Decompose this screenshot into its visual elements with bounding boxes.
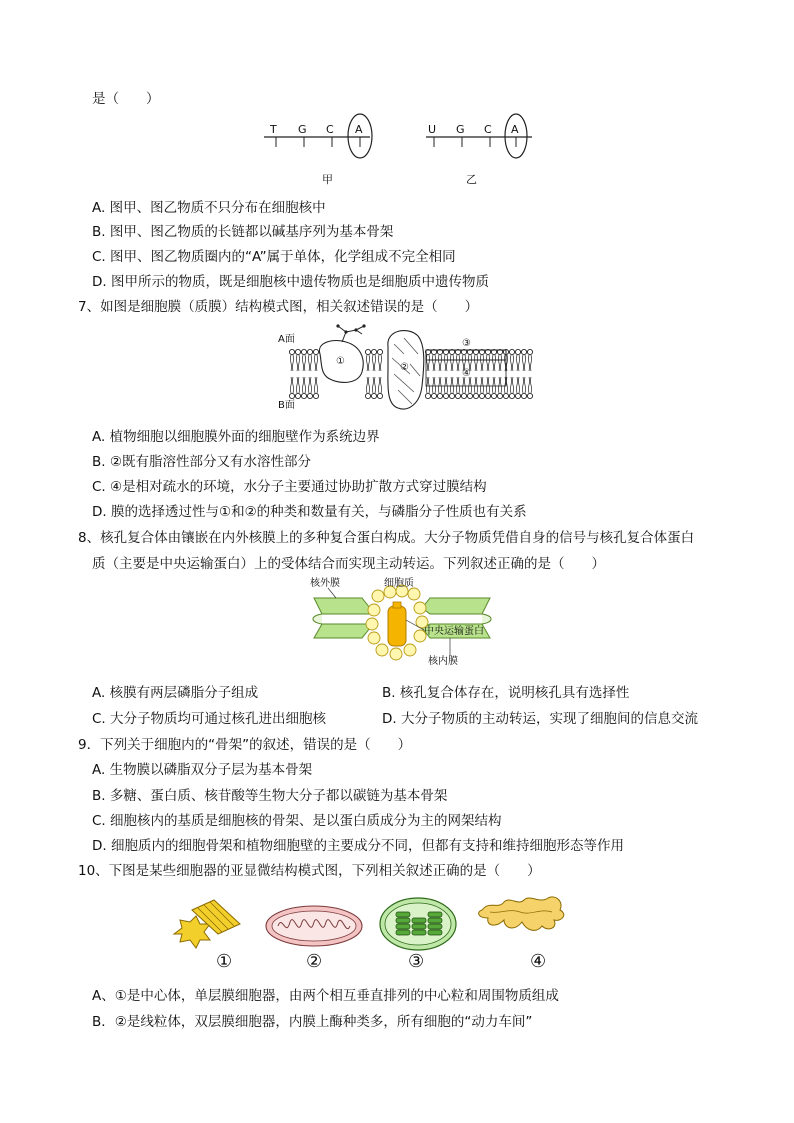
q6-figure-yi xyxy=(422,112,542,192)
sugar-chain xyxy=(338,326,364,342)
marker-2: ② xyxy=(400,362,409,373)
yi-label: 乙 xyxy=(466,173,477,186)
er-shape xyxy=(479,897,564,930)
jia-base-4: A xyxy=(355,123,363,136)
q6-stem-tail: 是（ ） xyxy=(92,91,160,107)
q9-option-a: A. 生物膜以磷脂双分子层为基本骨架 xyxy=(92,762,313,778)
q8-stem-line1: 8、核孔复合体由镶嵌在内外核膜上的多种复合蛋白构成。大分子物质凭借自身的信号与核孔复合体蛋白 xyxy=(78,530,695,546)
jia-base-2: G xyxy=(298,123,307,136)
central-transporter-label: 中央运输蛋白 xyxy=(424,626,484,637)
q10-option-b: B．②是线粒体，双层膜细胞器，内膜上酶种类多，所有细胞的“动力车间” xyxy=(92,1014,533,1030)
q10-organelles-figure xyxy=(170,892,570,982)
organelles-svg xyxy=(170,892,570,956)
q6-yi-svg xyxy=(422,112,542,192)
q8-option-b: B. 核孔复合体存在，说明核孔具有选择性 xyxy=(382,685,630,701)
yi-base-4: A xyxy=(511,123,519,136)
face-a-label: A面 xyxy=(278,334,295,345)
q9-option-b: B. 多糖、蛋白质、核苷酸等生物大分子都以碳链为基本骨架 xyxy=(92,788,448,804)
q7-stem: 7、如图是细胞膜（质膜）结构模式图，相关叙述错误的是（ ） xyxy=(78,299,479,315)
cytoplasm-label: 细胞质 xyxy=(384,578,414,589)
nuclear-pore-svg xyxy=(300,578,500,670)
yi-base-1: U xyxy=(428,123,437,136)
organelle-label-4: ④ xyxy=(530,951,547,972)
marker-4: ④ xyxy=(462,368,471,379)
organelle-label-3: ③ xyxy=(408,951,425,972)
q6-figure-jia xyxy=(258,112,378,192)
q9-option-c: C. 细胞核内的基质是细胞核的骨架、是以蛋白质成分为主的网架结构 xyxy=(92,813,502,829)
outer-membrane-label: 核外膜 xyxy=(310,578,340,589)
organelle-label-2: ② xyxy=(306,951,323,972)
jia-base-1: T xyxy=(270,123,277,136)
jia-base-3: C xyxy=(326,123,334,136)
q7-option-a: A. 植物细胞以细胞膜外面的细胞壁作为系统边界 xyxy=(92,429,380,445)
q8-option-a: A. 核膜有两层磷脂分子组成 xyxy=(92,685,259,701)
q6-option-c: C. 图甲、图乙物质圈内的“A”属于单体，化学组成不完全相同 xyxy=(92,249,456,265)
q7-option-c: C. ④是相对疏水的环境，水分子主要通过协助扩散方式穿过膜结构 xyxy=(92,479,487,495)
inner-membrane-label: 核内膜 xyxy=(428,656,458,667)
q6-option-d: D. 图甲所示的物质，既是细胞核中遗传物质也是细胞质中遗传物质 xyxy=(92,274,489,290)
q10-stem: 10、下图是某些细胞器的亚显微结构模式图，下列相关叙述正确的是（ ） xyxy=(78,863,541,879)
centrosome-shape xyxy=(174,900,240,948)
q6-option-b: B. 图甲、图乙物质的长链都以碱基序列为基本骨架 xyxy=(92,224,394,240)
q10-option-a: A、①是中心体，单层膜细胞器，由两个相互垂直排列的中心粒和周围物质组成 xyxy=(92,988,559,1004)
q8-stem-line2: 质（主要是中央运输蛋白）上的受体结合而实现主动转运。下列叙述正确的是（ ） xyxy=(92,556,605,572)
q7-membrane-figure xyxy=(276,324,536,416)
marker-1: ① xyxy=(336,356,345,367)
yi-base-3: C xyxy=(484,123,492,136)
q9-option-d: D. 细胞质内的细胞骨架和植物细胞壁的主要成分不同，但都有支持和维持细胞形态等作用 xyxy=(92,838,624,854)
q8-option-d: D. 大分子物质的主动转运，实现了细胞间的信息交流 xyxy=(382,711,698,727)
q8-option-c: C. 大分子物质均可通过核孔进出细胞核 xyxy=(92,711,327,727)
organelle-label-1: ① xyxy=(216,951,233,972)
q7-option-b: B. ②既有脂溶性部分又有水溶性部分 xyxy=(92,454,311,470)
q6-option-a: A. 图甲、图乙物质不只分布在细胞核中 xyxy=(92,200,326,216)
chloroplast-shape xyxy=(380,898,456,950)
q7-option-d: D. 膜的选择透过性与①和②的种类和数量有关，与磷脂分子性质也有关系 xyxy=(92,504,527,520)
yi-base-2: G xyxy=(456,123,465,136)
q9-stem: 9．下列关于细胞内的“骨架”的叙述，错误的是（ ） xyxy=(78,737,412,753)
jia-label: 甲 xyxy=(322,173,333,186)
face-b-label: B面 xyxy=(278,400,295,411)
mitochondrion-shape xyxy=(266,906,362,946)
q8-nuclear-pore-figure xyxy=(300,578,500,670)
marker-3: ③ xyxy=(462,338,471,349)
